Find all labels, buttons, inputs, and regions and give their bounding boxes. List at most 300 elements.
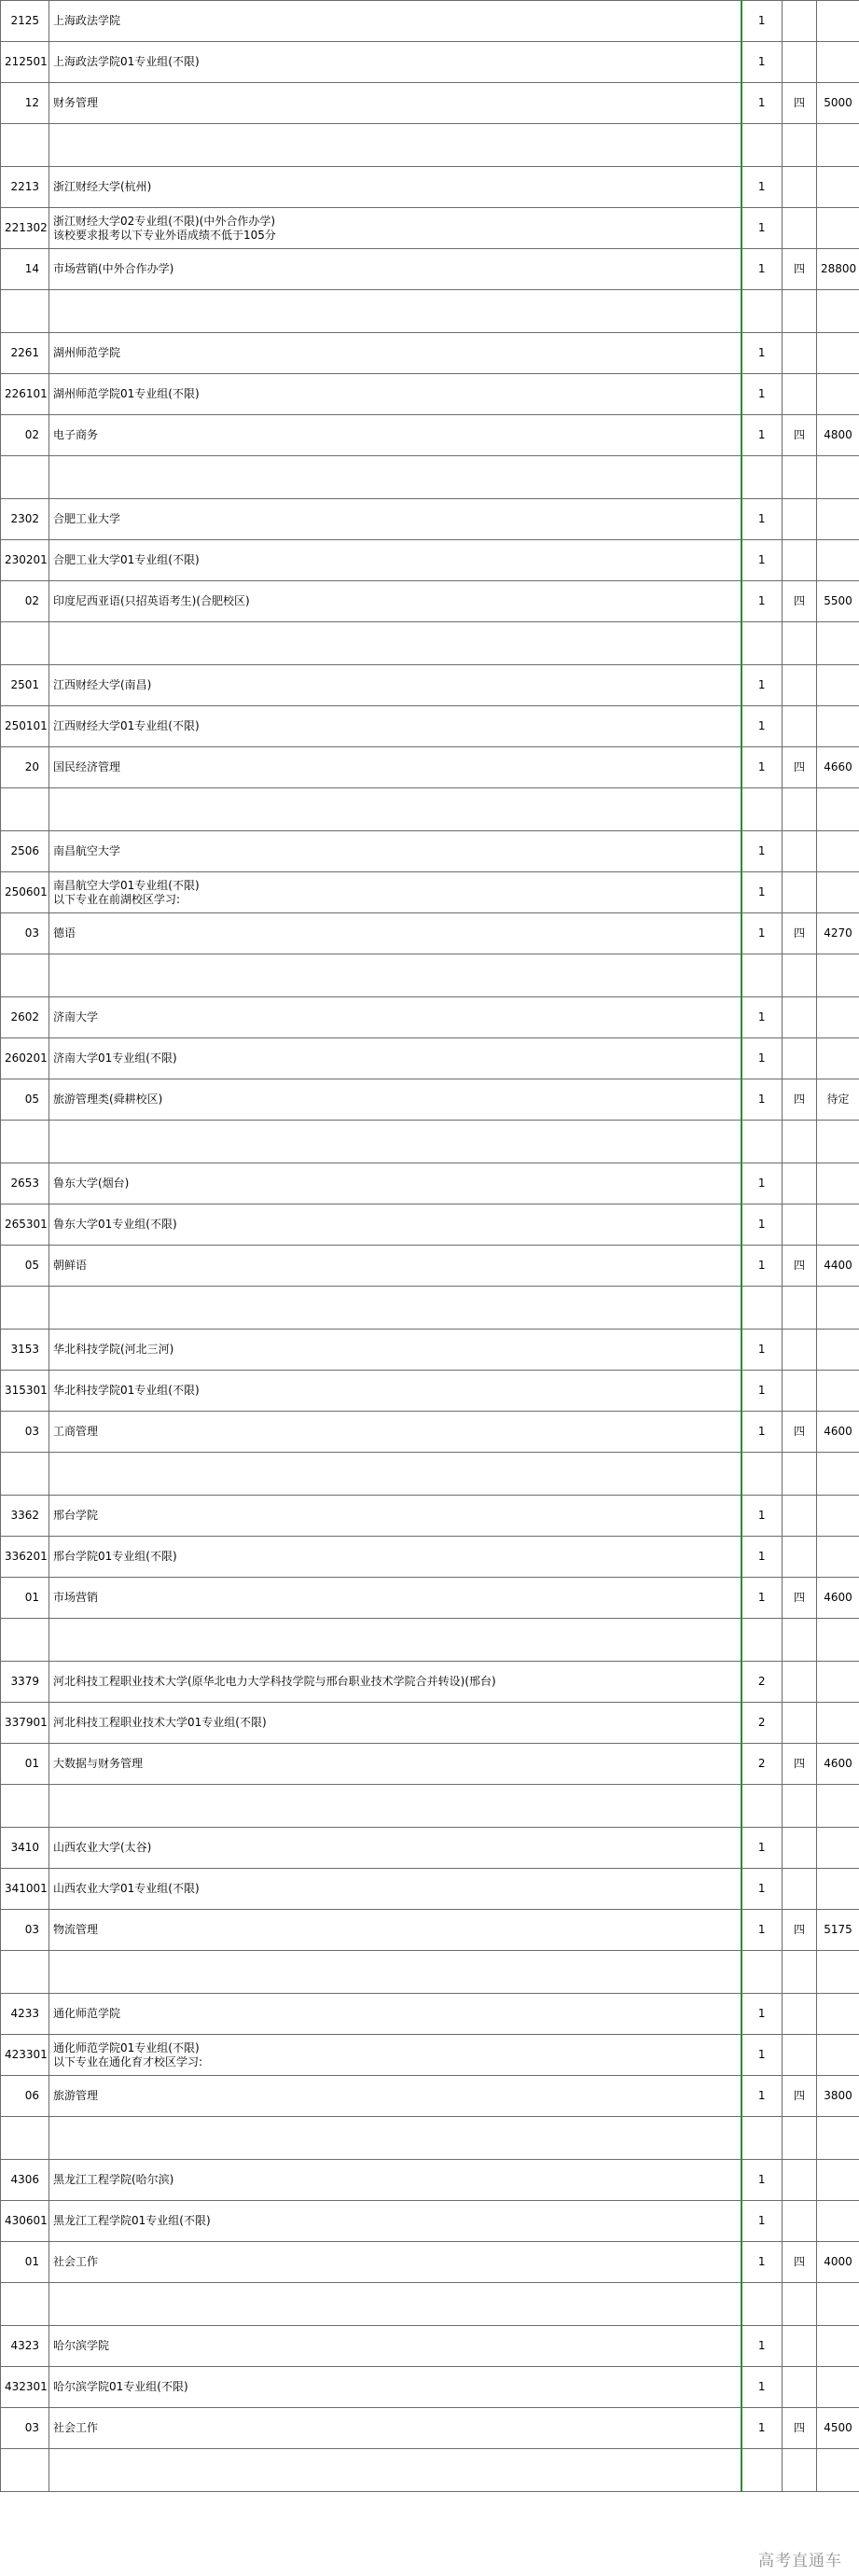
name-text: 华北科技学院01专业组(不限)	[53, 1384, 200, 1397]
plan-count-cell: 1	[741, 1038, 783, 1079]
plan-count-cell	[741, 1951, 783, 1994]
plan-count-cell: 1	[741, 2242, 783, 2283]
name-cell	[49, 1994, 741, 2035]
tuition-cell	[817, 124, 859, 167]
spacer-row	[1, 1453, 859, 1496]
table-row	[1, 1910, 859, 1951]
tuition-cell	[817, 997, 859, 1038]
duration-cell	[783, 1994, 817, 2035]
code-cell	[1, 124, 49, 167]
spacer-row	[1, 1619, 859, 1662]
name-text: 华北科技学院(河北三河)	[53, 1343, 174, 1356]
name-text: 工商管理	[53, 1425, 99, 1438]
plan-count-cell	[741, 788, 783, 831]
code-cell: 01	[1, 1744, 49, 1785]
tuition-cell	[817, 1537, 859, 1578]
tuition-cell: 3800	[817, 2076, 859, 2117]
code-cell: 03	[1, 913, 49, 954]
tuition-cell	[817, 499, 859, 540]
tuition-cell: 4600	[817, 1578, 859, 1619]
duration-cell: 四	[783, 249, 817, 290]
duration-cell	[783, 1163, 817, 1204]
plan-count-cell: 1	[741, 872, 783, 913]
duration-cell	[783, 1453, 817, 1496]
tuition-cell: 5000	[817, 83, 859, 124]
name-cell	[49, 1869, 741, 1910]
name-cell	[49, 997, 741, 1038]
plan-count-cell: 1	[741, 499, 783, 540]
code-cell: 2506	[1, 831, 49, 872]
plan-count-cell: 2	[741, 1744, 783, 1785]
name-cell	[49, 1703, 741, 1744]
code-cell: 341001	[1, 1869, 49, 1910]
duration-cell: 四	[783, 747, 817, 788]
spacer-row	[1, 2283, 859, 2326]
name-cell	[49, 2449, 741, 2492]
duration-cell	[783, 1204, 817, 1246]
name-text: 黑龙江工程学院01专业组(不限)	[53, 2214, 211, 2227]
table-row	[1, 167, 859, 208]
name-cell	[49, 1910, 741, 1951]
tuition-cell: 4800	[817, 415, 859, 456]
table-row	[1, 665, 859, 706]
code-cell	[1, 290, 49, 333]
name-cell	[49, 540, 741, 581]
name-text: 山西农业大学01专业组(不限)	[53, 1882, 200, 1895]
code-cell	[1, 788, 49, 831]
table-row	[1, 83, 859, 124]
plan-count-cell	[741, 1453, 783, 1496]
code-cell	[1, 1785, 49, 1828]
plan-count-cell: 1	[741, 415, 783, 456]
table-row	[1, 2408, 859, 2449]
code-cell: 05	[1, 1079, 49, 1121]
name-text: 河北科技工程职业技术大学(原华北电力大学科技学院与邢台职业技术学院合并转设)(邢台)	[53, 1675, 496, 1688]
duration-cell: 四	[783, 2242, 817, 2283]
code-cell: 430601	[1, 2201, 49, 2242]
table-row	[1, 2201, 859, 2242]
code-cell: 2125	[1, 1, 49, 42]
table-row	[1, 1079, 859, 1121]
duration-cell	[783, 665, 817, 706]
table-row	[1, 249, 859, 290]
tuition-cell	[817, 2035, 859, 2076]
plan-count-cell: 1	[741, 2408, 783, 2449]
name-cell	[49, 2367, 741, 2408]
table-row	[1, 2242, 859, 2283]
duration-cell: 四	[783, 1412, 817, 1453]
name-text: 济南大学01专业组(不限)	[53, 1051, 177, 1065]
plan-count-cell: 1	[741, 208, 783, 249]
name-cell	[49, 83, 741, 124]
plan-count-cell	[741, 124, 783, 167]
duration-cell	[783, 124, 817, 167]
table-row	[1, 2076, 859, 2117]
code-cell: 03	[1, 1412, 49, 1453]
plan-count-cell: 1	[741, 1578, 783, 1619]
name-text: 济南大学	[53, 1010, 99, 1023]
name-cell	[49, 2117, 741, 2160]
table-row	[1, 997, 859, 1038]
duration-cell	[783, 2160, 817, 2201]
code-cell: 03	[1, 2408, 49, 2449]
name-text: 市场营销	[53, 1591, 99, 1604]
code-cell: 4233	[1, 1994, 49, 2035]
name-cell	[49, 456, 741, 499]
name-cell	[49, 581, 741, 622]
name-cell	[49, 1496, 741, 1537]
spacer-row	[1, 1287, 859, 1330]
spacer-row	[1, 2117, 859, 2160]
table-row	[1, 415, 859, 456]
table-row	[1, 1496, 859, 1537]
plan-count-cell: 1	[741, 1537, 783, 1578]
code-cell: 4323	[1, 2326, 49, 2367]
name-text: 朝鲜语	[53, 1259, 88, 1272]
plan-count-cell	[741, 622, 783, 665]
code-cell: 226101	[1, 374, 49, 415]
tuition-cell: 4600	[817, 1412, 859, 1453]
plan-count-cell: 1	[741, 2201, 783, 2242]
plan-count-cell: 1	[741, 83, 783, 124]
name-text: 邢台学院01专业组(不限)	[53, 1550, 177, 1563]
duration-cell	[783, 997, 817, 1038]
duration-cell: 四	[783, 581, 817, 622]
duration-cell: 四	[783, 2076, 817, 2117]
duration-cell	[783, 831, 817, 872]
name-cell	[49, 333, 741, 374]
duration-cell	[783, 540, 817, 581]
name-cell	[49, 1785, 741, 1828]
code-cell: 2653	[1, 1163, 49, 1204]
duration-cell	[783, 2326, 817, 2367]
plan-count-cell	[741, 2449, 783, 2492]
table-row	[1, 540, 859, 581]
name-cell	[49, 167, 741, 208]
tuition-cell	[817, 1785, 859, 1828]
table-row	[1, 1744, 859, 1785]
tuition-cell	[817, 2367, 859, 2408]
table-row	[1, 1330, 859, 1371]
duration-cell	[783, 1662, 817, 1703]
name-text: 社会工作	[53, 2255, 99, 2268]
duration-cell	[783, 954, 817, 997]
duration-cell	[783, 1496, 817, 1537]
code-cell	[1, 1121, 49, 1163]
table-row	[1, 831, 859, 872]
code-cell: 3379	[1, 1662, 49, 1703]
name-cell	[49, 788, 741, 831]
name-cell	[49, 290, 741, 333]
name-cell	[49, 2242, 741, 2283]
spacer-row	[1, 1951, 859, 1994]
name-cell	[49, 1744, 741, 1785]
table-row	[1, 1662, 859, 1703]
code-cell	[1, 456, 49, 499]
name-text: 德语	[53, 926, 76, 940]
name-text: 合肥工业大学01专业组(不限)	[53, 553, 200, 566]
plan-count-cell: 1	[741, 1204, 783, 1246]
duration-cell	[783, 2367, 817, 2408]
duration-cell	[783, 706, 817, 747]
tuition-cell	[817, 1371, 859, 1412]
tuition-cell	[817, 706, 859, 747]
table-row	[1, 1828, 859, 1869]
plan-count-cell	[741, 1121, 783, 1163]
plan-count-cell	[741, 456, 783, 499]
table-row	[1, 1703, 859, 1744]
code-cell: 2602	[1, 997, 49, 1038]
code-cell: 12	[1, 83, 49, 124]
code-cell: 423301	[1, 2035, 49, 2076]
plan-count-cell: 1	[741, 167, 783, 208]
duration-cell	[783, 333, 817, 374]
tuition-cell: 待定	[817, 1079, 859, 1121]
watermark-text: 高考直通车	[758, 2552, 842, 2570]
name-text: 浙江财经大学02专业组(不限)(中外合作办学)	[53, 214, 275, 228]
plan-count-cell: 1	[741, 42, 783, 83]
code-cell: 3410	[1, 1828, 49, 1869]
tuition-cell	[817, 2283, 859, 2326]
duration-cell: 四	[783, 1744, 817, 1785]
name-text: 鲁东大学01专业组(不限)	[53, 1218, 177, 1231]
tuition-cell	[817, 1038, 859, 1079]
table-row	[1, 1163, 859, 1204]
duration-cell	[783, 1828, 817, 1869]
name-cell	[49, 665, 741, 706]
spacer-row	[1, 954, 859, 997]
tuition-cell	[817, 1287, 859, 1330]
name-cell	[49, 1453, 741, 1496]
plan-count-cell: 1	[741, 1, 783, 42]
name-cell	[49, 1537, 741, 1578]
tuition-cell	[817, 42, 859, 83]
plan-count-cell: 1	[741, 913, 783, 954]
table-row	[1, 2326, 859, 2367]
code-cell: 221302	[1, 208, 49, 249]
duration-cell	[783, 788, 817, 831]
duration-cell	[783, 499, 817, 540]
table-row	[1, 872, 859, 913]
name-text: 哈尔滨学院	[53, 2339, 110, 2352]
tuition-cell	[817, 333, 859, 374]
duration-cell	[783, 2117, 817, 2160]
tuition-cell	[817, 788, 859, 831]
table-row	[1, 1537, 859, 1578]
table-row	[1, 2160, 859, 2201]
duration-cell	[783, 208, 817, 249]
code-cell: 250601	[1, 872, 49, 913]
table-row	[1, 1246, 859, 1287]
tuition-cell: 4600	[817, 1744, 859, 1785]
name-text: 湖州师范学院	[53, 346, 121, 359]
duration-cell	[783, 2449, 817, 2492]
name-cell	[49, 2283, 741, 2326]
tuition-cell: 5175	[817, 1910, 859, 1951]
name-cell	[49, 1, 741, 42]
duration-cell	[783, 2283, 817, 2326]
plan-count-cell: 1	[741, 706, 783, 747]
plan-count-cell: 1	[741, 1412, 783, 1453]
plan-count-cell: 1	[741, 1330, 783, 1371]
plan-count-cell: 1	[741, 997, 783, 1038]
plan-count-cell	[741, 2117, 783, 2160]
tuition-cell	[817, 1121, 859, 1163]
name-text: 财务管理	[53, 96, 99, 109]
plan-count-cell	[741, 1785, 783, 1828]
name-text: 山西农业大学(太谷)	[53, 1841, 152, 1854]
duration-cell: 四	[783, 415, 817, 456]
tuition-cell	[817, 540, 859, 581]
tuition-cell: 4270	[817, 913, 859, 954]
name-cell	[49, 2076, 741, 2117]
code-cell: 212501	[1, 42, 49, 83]
tuition-cell: 28800	[817, 249, 859, 290]
tuition-cell	[817, 2326, 859, 2367]
spacer-row	[1, 456, 859, 499]
name-cell	[49, 622, 741, 665]
tuition-cell	[817, 665, 859, 706]
tuition-cell: 5500	[817, 581, 859, 622]
table-row	[1, 1994, 859, 2035]
name-note-text: 以下专业在通化育才校区学习:	[53, 2054, 203, 2068]
code-cell: 01	[1, 1578, 49, 1619]
name-text: 邢台学院	[53, 1509, 99, 1522]
name-cell	[49, 208, 741, 249]
duration-cell	[783, 1703, 817, 1744]
tuition-cell	[817, 1204, 859, 1246]
name-text: 湖州师范学院01专业组(不限)	[53, 387, 200, 400]
plan-count-cell	[741, 1287, 783, 1330]
plan-count-cell: 1	[741, 333, 783, 374]
plan-count-cell: 1	[741, 831, 783, 872]
name-cell	[49, 2408, 741, 2449]
tuition-cell: 4500	[817, 2408, 859, 2449]
duration-cell: 四	[783, 913, 817, 954]
tuition-cell	[817, 622, 859, 665]
duration-cell	[783, 1121, 817, 1163]
plan-count-cell: 1	[741, 540, 783, 581]
plan-count-cell: 1	[741, 374, 783, 415]
plan-count-cell: 1	[741, 1994, 783, 2035]
table-row	[1, 333, 859, 374]
name-text: 旅游管理类(舜耕校区)	[53, 1093, 163, 1106]
code-cell: 250101	[1, 706, 49, 747]
tuition-cell	[817, 1828, 859, 1869]
duration-cell: 四	[783, 1578, 817, 1619]
duration-cell	[783, 1371, 817, 1412]
table-row	[1, 499, 859, 540]
table-row	[1, 374, 859, 415]
tuition-cell	[817, 2201, 859, 2242]
table-row	[1, 913, 859, 954]
table-row	[1, 581, 859, 622]
code-cell	[1, 2283, 49, 2326]
duration-cell	[783, 1330, 817, 1371]
tuition-cell	[817, 208, 859, 249]
plan-count-cell: 2	[741, 1662, 783, 1703]
code-cell	[1, 1287, 49, 1330]
table-row	[1, 42, 859, 83]
name-cell	[49, 872, 741, 913]
code-cell: 01	[1, 2242, 49, 2283]
name-cell	[49, 1828, 741, 1869]
name-cell	[49, 1662, 741, 1703]
name-text: 鲁东大学(烟台)	[53, 1177, 130, 1190]
name-cell	[49, 1246, 741, 1287]
name-cell	[49, 1578, 741, 1619]
tuition-cell	[817, 1619, 859, 1662]
name-cell	[49, 374, 741, 415]
tuition-cell	[817, 167, 859, 208]
table-row	[1, 1038, 859, 1079]
table-row	[1, 1204, 859, 1246]
name-cell	[49, 1163, 741, 1204]
tuition-cell	[817, 2160, 859, 2201]
spacer-row	[1, 1785, 859, 1828]
name-cell	[49, 1619, 741, 1662]
plan-count-cell: 1	[741, 665, 783, 706]
name-cell	[49, 1287, 741, 1330]
name-text: 浙江财经大学(杭州)	[53, 180, 152, 193]
tuition-cell: 4000	[817, 2242, 859, 2283]
tuition-cell	[817, 2117, 859, 2160]
name-text: 印度尼西亚语(只招英语考生)(合肥校区)	[53, 594, 250, 607]
table-row	[1, 208, 859, 249]
table-row	[1, 1869, 859, 1910]
code-cell: 337901	[1, 1703, 49, 1744]
duration-cell	[783, 622, 817, 665]
code-cell: 260201	[1, 1038, 49, 1079]
code-cell: 05	[1, 1246, 49, 1287]
tuition-cell: 4400	[817, 1246, 859, 1287]
name-text: 旅游管理	[53, 2089, 99, 2102]
plan-count-cell: 1	[741, 1079, 783, 1121]
duration-cell	[783, 42, 817, 83]
duration-cell	[783, 872, 817, 913]
name-text: 大数据与财务管理	[53, 1757, 144, 1770]
table-row	[1, 706, 859, 747]
spacer-row	[1, 2449, 859, 2492]
tuition-cell	[817, 1994, 859, 2035]
code-cell	[1, 1453, 49, 1496]
duration-cell	[783, 1951, 817, 1994]
duration-cell: 四	[783, 1246, 817, 1287]
code-cell: 2213	[1, 167, 49, 208]
name-cell	[49, 706, 741, 747]
name-cell	[49, 415, 741, 456]
duration-cell	[783, 1869, 817, 1910]
name-cell	[49, 747, 741, 788]
name-text: 电子商务	[53, 428, 99, 441]
name-cell	[49, 1951, 741, 1994]
plan-count-cell: 1	[741, 1828, 783, 1869]
code-cell	[1, 2117, 49, 2160]
duration-cell	[783, 1287, 817, 1330]
plan-count-cell: 1	[741, 1496, 783, 1537]
duration-cell	[783, 374, 817, 415]
name-cell	[49, 1038, 741, 1079]
name-text: 社会工作	[53, 2421, 99, 2434]
duration-cell	[783, 1537, 817, 1578]
plan-count-cell: 1	[741, 1371, 783, 1412]
duration-cell	[783, 167, 817, 208]
name-text: 黑龙江工程学院(哈尔滨)	[53, 2173, 174, 2186]
tuition-cell	[817, 1453, 859, 1496]
code-cell	[1, 1619, 49, 1662]
code-cell: 02	[1, 415, 49, 456]
name-cell	[49, 1121, 741, 1163]
